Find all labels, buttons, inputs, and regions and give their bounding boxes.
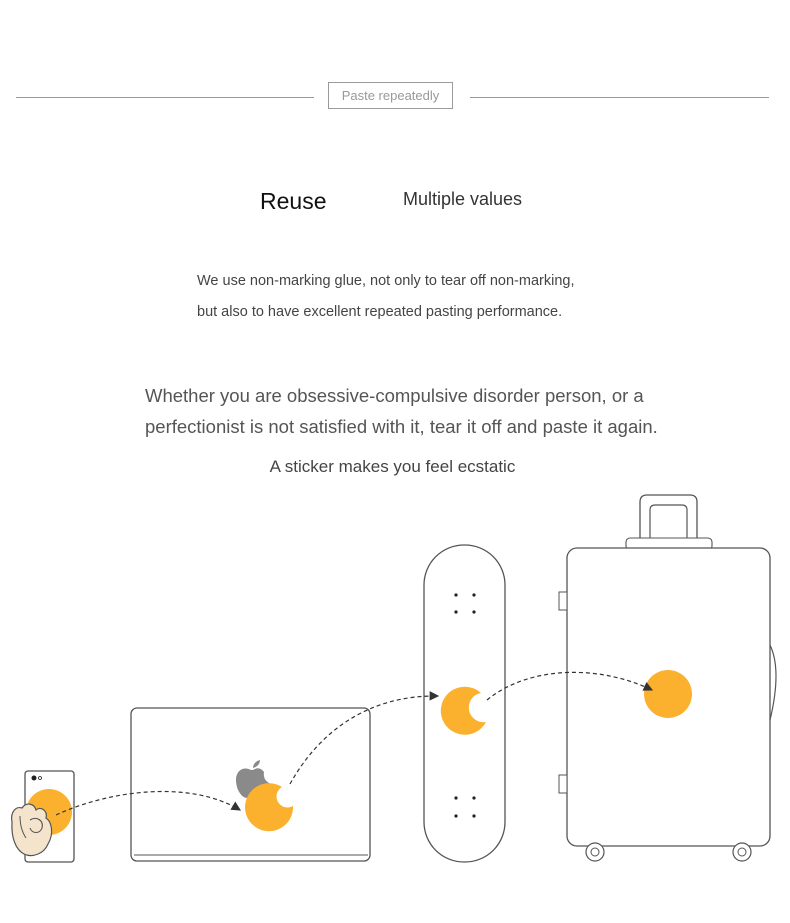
body-line-1: Whether you are obsessive-compulsive disorder person, or a [145, 385, 644, 406]
hand-icon [12, 804, 52, 855]
headline-multiple-values: Multiple values [403, 189, 523, 209]
headline-reuse: Reuse [260, 188, 327, 214]
suitcase-icon [559, 495, 776, 861]
intro-line-2: but also to have excellent repeated pasting performance. [197, 304, 563, 320]
skateboard-icon [424, 545, 505, 862]
intro-line-1: We use non-marking glue, not only to tear off non-marking, [197, 273, 575, 289]
section-badge: Paste repeatedly [328, 82, 453, 109]
tagline: A sticker makes you feel ecstatic [269, 457, 516, 476]
body-line-2: perfectionist is not satisfied with it, tear it off and paste it again. [145, 416, 658, 437]
laptop-icon [131, 708, 370, 861]
sticker-on-suitcase [644, 670, 692, 718]
